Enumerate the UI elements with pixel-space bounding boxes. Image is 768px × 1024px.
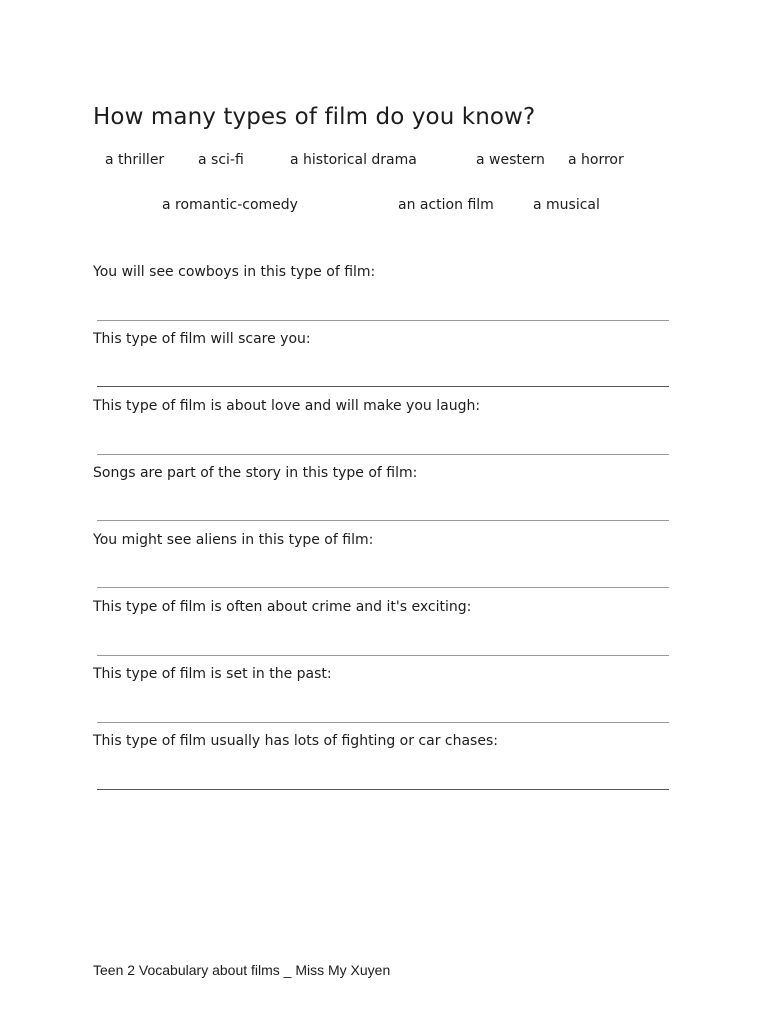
answer-line[interactable] [97,520,669,521]
question-prompt: This type of film is often about crime and it's exciting: [93,599,472,615]
answer-line[interactable] [97,320,669,321]
answer-line[interactable] [97,655,669,656]
answer-line[interactable] [97,722,669,723]
question-prompt: This type of film usually has lots of fighting or car chases: [93,733,498,749]
word-bank-item: a western [476,152,545,168]
worksheet-title: How many types of film do you know? [93,104,536,130]
question-prompt: You might see aliens in this type of film: [93,532,374,548]
answer-line[interactable] [97,587,669,588]
word-bank-item: a thriller [105,152,165,168]
word-bank-item: a horror [568,152,624,168]
question-prompt: This type of film is set in the past: [93,666,332,682]
word-bank-item: a historical drama [290,152,417,168]
word-bank-item: a sci-fi [198,152,244,168]
word-bank-item: an action film [398,197,494,213]
question-prompt: You will see cowboys in this type of film: [93,264,376,280]
question-prompt: Songs are part of the story in this type of film: [93,465,418,481]
answer-line[interactable] [97,454,669,455]
answer-line[interactable] [97,386,669,387]
question-prompt: This type of film is about love and will make you laugh: [93,398,481,414]
word-bank-item: a musical [533,197,600,213]
question-prompt: This type of film will scare you: [93,331,311,347]
page-footer: Teen 2 Vocabulary about films _ Miss My Xuyen [93,962,391,978]
answer-line[interactable] [97,789,669,790]
word-bank-item: a romantic-comedy [162,197,298,213]
